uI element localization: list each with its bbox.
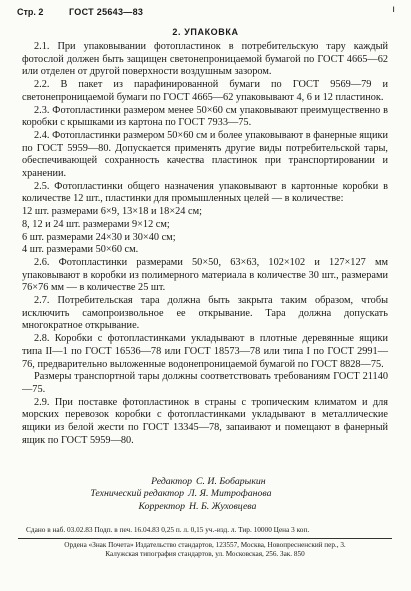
list-item: 8, 12 и 24 шт. размерами 9×12 см; (22, 218, 170, 230)
standard-number: ГОСТ 25643—83 (69, 7, 144, 17)
paragraph-2-3: 2.3. Фотопластинки размером менее 50×60 см упаковывают преимущественно в коробки с крышками из картона по ГОСТ 7933—75. (22, 104, 388, 129)
paragraph-2-1: 2.1. При упаковывании фотопластинок в потребительскую тару каждый фотослой должен быть защищен светонепроницаемой бумагой по ГОСТ 4665—62 или отделен от другой поверхности воздушным зазором. (22, 41, 388, 78)
paragraph-2-6: 2.6. Фотопластинки размерами 50×50, 63×63, 102×102 и 127×127 мм упаковывают в коробки из полимерного материала в количестве 30 шт., размерами 76×76 мм — в количестве 25 шт. (22, 256, 388, 294)
credit-technical-editor (0, 488, 411, 500)
paragraph-2-2: 2.2. В пакет из парафинированной бумаги по ГОСТ 9569—79 и светонепроницаемой бумаги по ГОСТ 4665—62 упаковывают 4, 6 и 12 пластинок. (22, 79, 388, 103)
credit-proofreader (0, 501, 411, 513)
page-header (17, 4, 397, 20)
paragraph-2-8: 2.8. Коробки с фотопластинками укладывают в плотные деревянные ящики типа II—1 по ГОСТ 16536—78 или ГОСТ 18573—78 или типа I по ГОСТ 2991—76, предварительно выложенные водонепроницаемой бумагой по ГОСТ 8828—75. (22, 333, 388, 370)
print-info: Сдано в наб. 03.02.83 Подп. в печ. 16.04.83 0,25 п. л. 0,15 уч.-изд. л. Тир. 10000 Цена 3 коп. (26, 525, 310, 534)
document-body (22, 41, 388, 448)
paragraph-2-7: 2.7. Потребительская тара должна быть закрыта таким образом, чтобы исключить самопроизвольное ее открывание. Тара должна допускать многократное открывание. (22, 295, 388, 332)
credit-editor (0, 476, 411, 488)
publisher-footer (20, 541, 390, 560)
credits (0, 476, 411, 513)
printer-line: Калужская типография стандартов, ул. Московская, 256. Зак. 850 (105, 550, 305, 559)
section-title: 2. УПАКОВКА (172, 27, 239, 37)
page-number: Стр. 2 (17, 7, 44, 17)
corner-mark: ı (392, 4, 395, 15)
list-item: 12 шт. размерами 6×9, 13×18 и 18×24 см; (22, 206, 202, 218)
list-item: 4 шт. размерами 50×60 см. (22, 244, 139, 256)
paragraph-2-9: 2.9. При поставке фотопластинок в страны с тропическим климатом и для морских перевозок коробки с фотопластинками укладывают в металлические ящики из белой жести по ГОСТ 13345—78, запаивают и помещают в фанерный ящик по ГОСТ 5959—80. (22, 396, 388, 446)
divider (18, 538, 392, 539)
credit-name: Л. Я. Митрофанова (188, 488, 272, 500)
list-item: 6 шт. размерами 24×30 и 30×40 см; (22, 231, 176, 243)
paragraph-2-5: 2.5. Фотопластинки общего назначения упаковывают в картонные коробки в количестве 12 шт., пластинки для промышленных целей — в количестве: (22, 180, 388, 205)
credit-name: Н. Б. Жуховцева (189, 500, 257, 512)
credit-role: Технический редактор (90, 488, 184, 500)
credit-role: Корректор (138, 500, 185, 512)
paragraph-2-8-sizes: Размеры транспортной тары должны соответствовать требованиям ГОСТ 21140—75. (22, 371, 388, 395)
credit-role: Редактор (151, 476, 192, 487)
publisher-line: Ордена «Знак Почета» Издательство стандартов, 123557, Москва, Новопресненский пер., 3. (64, 541, 346, 549)
paragraph-2-4: 2.4. Фотопластинки размером 50×60 см и более упаковывают в фанерные ящики по ГОСТ 5959—80. Допускается применять другие виды потребительской тары, обеспечивающей сохранность качества пластинок при транспортировании и хранении. (22, 129, 388, 180)
credit-name: С. И. Бобарыкин (196, 476, 266, 487)
